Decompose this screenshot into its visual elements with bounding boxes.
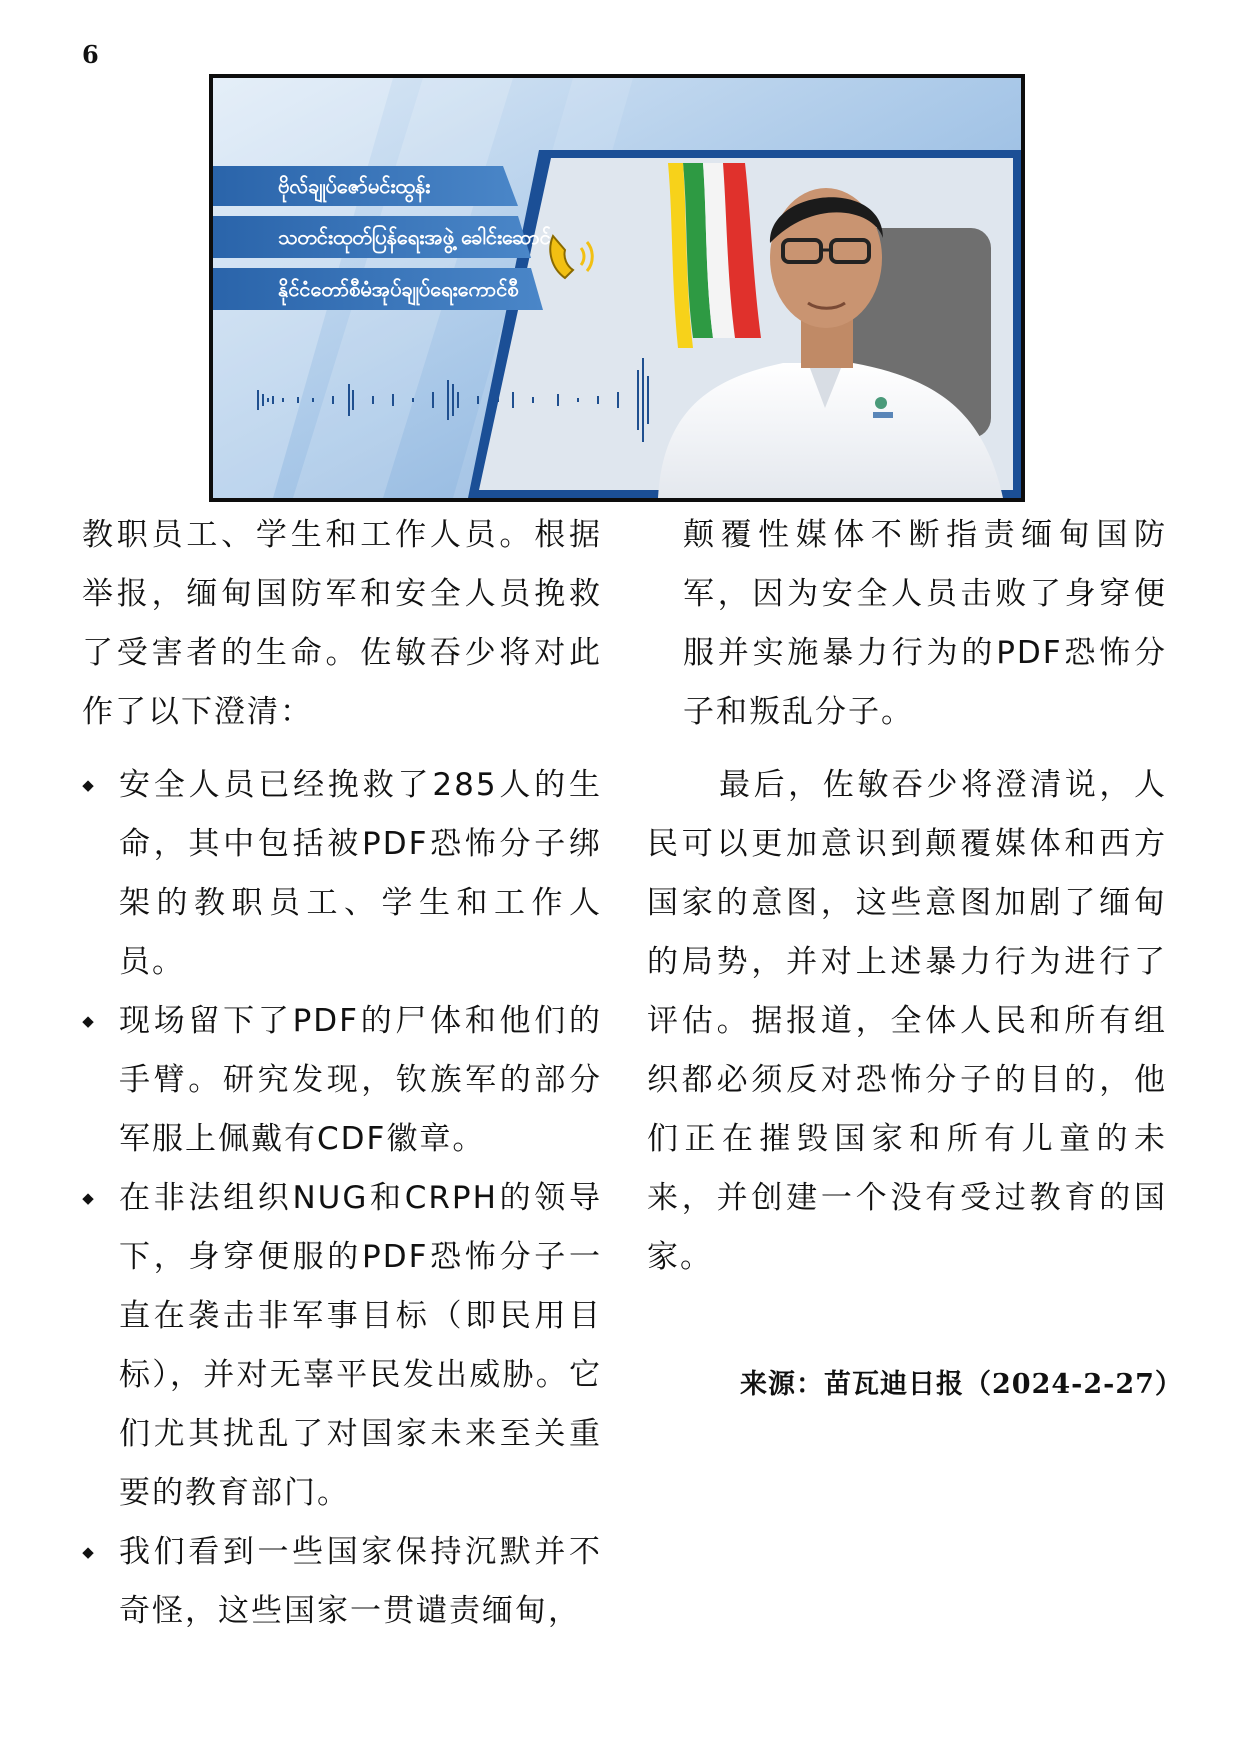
list-item-text: 我们看到一些国家保持沉默并不奇怪，这些国家一贯谴责缅甸， xyxy=(119,1534,602,1629)
source-citation: 来源：苗瓦迪日报（2024-2-27） xyxy=(740,1369,1183,1400)
right-column xyxy=(647,506,1167,1287)
bullet-diamond-icon: ◆ xyxy=(82,776,96,794)
bullet-diamond-icon: ◆ xyxy=(82,1012,96,1030)
list-item xyxy=(82,756,602,992)
news-photo xyxy=(209,74,1025,502)
page-number: 6 xyxy=(82,40,99,69)
list-item xyxy=(82,992,602,1169)
caption-line-name: ဗိုလ်ချုပ်ဇော်မင်းထွန်း xyxy=(278,174,431,198)
bullet-diamond-icon: ◆ xyxy=(82,1189,96,1207)
bullet-diamond-icon: ◆ xyxy=(82,1543,96,1561)
continuation-paragraph: 颠覆性媒体不断指责缅甸国防军，因为安全人员击败了身穿便服并实施暴力行为的PDF恐怖分子和叛乱分子。 xyxy=(683,517,1167,730)
myanmar-flag xyxy=(668,163,761,348)
list-item xyxy=(82,1169,602,1523)
list-item-text: 现场留下了PDF的尸体和他们的手臂。研究发现，钦族军的部分军服上佩戴有CDF徽章。 xyxy=(119,1003,602,1157)
list-item-text: 在非法组织NUG和CRPH的领导下，身穿便服的PDF恐怖分子一直在袭击非军事目标（即民用目标），并对无辜平民发出威胁。它们尤其扰乱了对国家未来至关重要的教育部门。 xyxy=(119,1180,602,1511)
conclusion-paragraph: 最后，佐敏吞少将澄清说，人民可以更加意识到颠覆媒体和西方国家的意图，这些意图加剧了缅甸的局势，并对上述暴力行为进行了评估。据报道，全体人民和所有组织都必须反对恐怖分子的目的，他们正在摧毁国家和所有儿童的未来，并创建一个没有受过教育的国家。 xyxy=(647,767,1167,1275)
list-item xyxy=(82,1523,602,1641)
intro-paragraph: 教职员工、学生和工作人员。根据举报，缅甸国防军和安全人员挽救了受害者的生命。佐敏吞少将对此作了以下澄清： xyxy=(82,517,602,730)
clarification-list xyxy=(82,756,602,1641)
left-column xyxy=(82,506,602,1641)
caption-line-role: သတင်းထုတ်ပြန်ရေးအဖွဲ့ ခေါင်းဆောင် xyxy=(278,225,551,249)
caption-bands xyxy=(213,166,551,310)
caption-line-organization: နိုင်ငံတော်စီမံအုပ်ချုပ်ရေးကောင်စီ xyxy=(278,277,519,301)
list-item-text: 安全人员已经挽救了285人的生命，其中包括被PDF恐怖分子绑架的教职员工、学生和工作人员。 xyxy=(119,767,602,980)
